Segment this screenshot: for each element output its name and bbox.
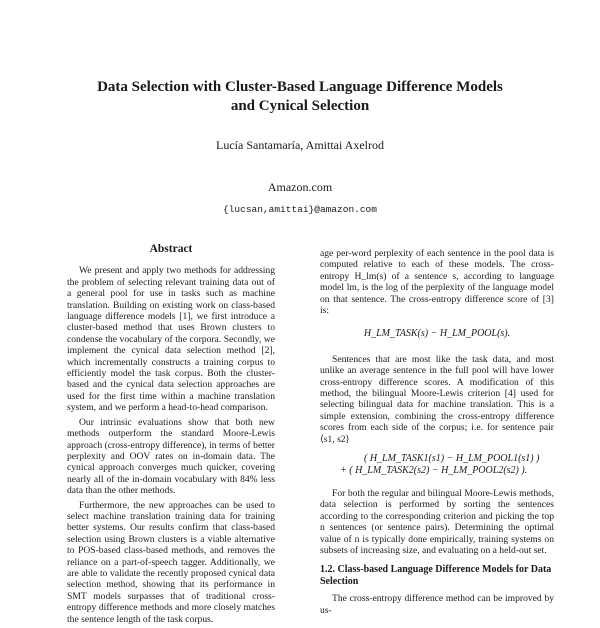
section-heading: 1.2. Class-based Language Difference Models for Data Selection xyxy=(320,564,552,587)
equation-bilingual-moore-lewis xyxy=(320,453,554,476)
left-column xyxy=(54,244,288,628)
body-paragraph: For both the regular and bilingual Moore-Lewis methods, data selection is performed by sorting the sentences according to the corresponding criterion and picking the top n sentences (or sentence pairs). Determining the optimal value of n is typically done empirically, training systems on subsets of increasing size, and evaluating on a held-out set. xyxy=(320,487,554,556)
equation-line: + ( H_LM_TASK2(s2) − H_LM_POOL2(s2) ). xyxy=(340,464,528,476)
right-column xyxy=(320,248,554,619)
authors: Lucía Santamaría, Amittai Axelrod xyxy=(216,138,384,152)
abstract-paragraph: Furthermore, the new approaches can be used to select machine translation training data for training better systems. Our results confirm that class-based selection using Brown clusters is a viable alternative to POS-based class-based methods, and removes the reliance on a part-of-speech tagger. Additionally, we are able to validate the recently proposed cynical data selection method, showing that its performance in SMT models surpasses that of traditional cross-entropy difference methods and more closely matches the sentence length of the task corpus. xyxy=(67,499,275,625)
equation-line: ( H_LM_TASK1(s1) − H_LM_POOL1(s1) ) xyxy=(364,453,540,465)
body-paragraph: Sentences that are most like the task data, and most unlike an average sentence in the full pool will have lower cross-entropy difference scores. A modification of this method, the bilingual Moore-Lewis criterion [4] used for selecting bilingual data for machine translation. This is a simple extension, combining the cross-entropy difference scores from each side of the corpus; i.e. for sentence pair ⟨s1, s2⟩ xyxy=(320,353,554,445)
affiliation: Amazon.com xyxy=(267,180,333,194)
abstract-paragraph: Our intrinsic evaluations show that both new methods outperform the standard Moore-Lewis approach (cross-entropy difference), in terms of better perplexity and OOV rates on in-domain data. The cynical approach converges much quicker, covering nearly all of the in-domain vocabulary with 84% less data than the other methods. xyxy=(67,416,275,497)
paper-title xyxy=(0,78,600,116)
abstract-paragraph: We present and apply two methods for addressing the problem of selecting relevant training data out of a general pool for use in tasks such as machine translation. Building on existing work on class-based language difference models [1], we first introduce a cluster-based method that uses Brown clusters to condense the vocabulary of the corpora. Secondly, we implement the cynical data selection method [2], which incrementally constructs a training corpus to efficiently model the task corpus. Both the cluster-based and the cynical data selection approaches are used for the first time within a machine translation system, and we perform a head-to-head comparison. xyxy=(67,265,275,414)
author-emails: {lucsan,amittai}@amazon.com xyxy=(223,204,377,215)
equation-cross-entropy-difference: H_LM_TASK(s) − H_LM_POOL(s). xyxy=(363,328,511,340)
body-paragraph: age per-word perplexity of each sentence in the pool data is computed relative to each of these models. The cross-entropy H_lm(s) of a sentence s, according to language model lm, is the log of the perplexity of the language model on that sentence. The cross-entropy difference score of [3] is: xyxy=(320,248,554,317)
title-line-2: and Cynical Selection xyxy=(230,98,370,114)
title-line-1: Data Selection with Cluster-Based Language Difference Models xyxy=(97,79,503,95)
body-paragraph: The cross-entropy difference method can be improved by us- xyxy=(320,593,554,616)
abstract-heading: Abstract xyxy=(149,243,193,255)
abstract-body xyxy=(54,265,288,625)
